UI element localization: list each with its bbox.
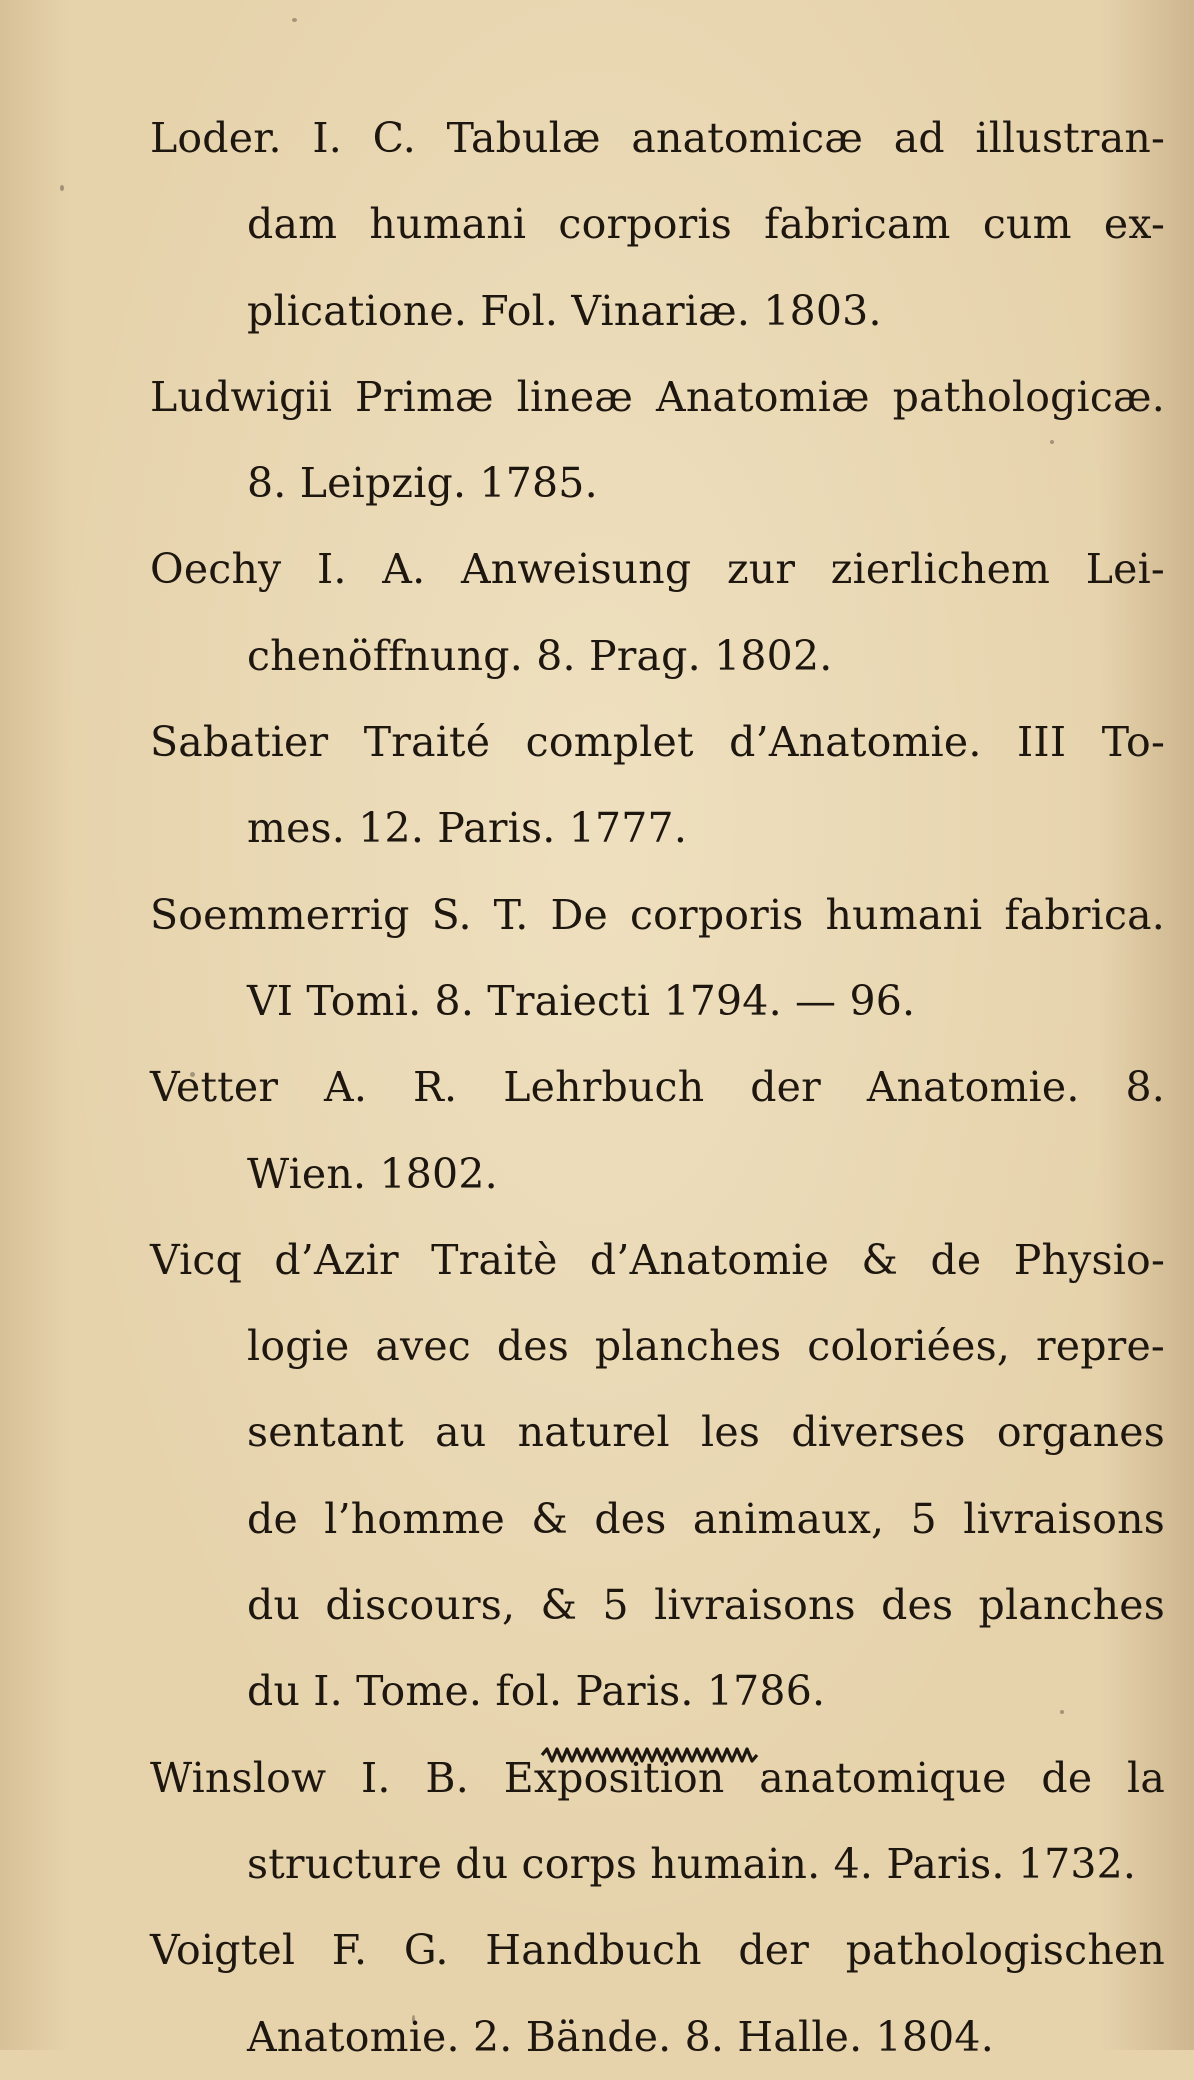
- bibliography-entry-oechy: [150, 526, 1165, 699]
- entry-line: structure du corps humain. 4. Paris. 1732.: [247, 1839, 1137, 1888]
- bibliography-entry-loder: [150, 95, 1165, 354]
- entry-line: plicatione. Fol. Vinariæ. 1803.: [247, 286, 882, 335]
- entry-line: dam humani corporis fabricam cum ex-: [247, 200, 1165, 249]
- bibliography-entry-voigtel: [150, 1907, 1165, 2080]
- entry-line: 8. Leipzig. 1785.: [247, 459, 598, 508]
- entry-line: Wien. 1802.: [247, 1149, 498, 1198]
- entry-line: Loder. I. C. Tabulæ anatomicæ ad illustran-: [150, 114, 1165, 162]
- entry-line: Vetter A. R. Lehrbuch der Anatomie. 8.: [150, 1063, 1165, 1112]
- bibliography-entry-vicq-dazir: [150, 1217, 1165, 1735]
- entry-line: Winslow I. B. Exposition anatomique de la: [150, 1753, 1165, 1802]
- entry-line: Ludwigii Primæ lineæ Anatomiæ pathologicæ.: [150, 372, 1165, 421]
- entry-line: Oechy I. A. Anweisung zur zierlichem Lei-: [150, 545, 1165, 594]
- entry-line: du I. Tome. fol. Paris. 1786.: [247, 1667, 826, 1716]
- entry-line: mes. 12. Paris. 1777.: [247, 804, 688, 853]
- entry-line: Soemmerrig S. T. De corporis humani fabrica.: [150, 890, 1165, 939]
- paper-speck: [412, 2015, 415, 2023]
- bibliography-entry-sabatier: [150, 699, 1165, 872]
- paper-speck: [292, 18, 297, 22]
- entry-line: Voigtel F. G. Handbuch der pathologischen: [150, 1926, 1165, 1975]
- paper-speck: [190, 1072, 195, 1077]
- bibliography-entry-ludwigii: [150, 354, 1165, 527]
- entry-line: Vicq d’Azir Traitè d’Anatomie & de Physio-: [150, 1235, 1165, 1284]
- paper-speck: [1060, 1710, 1064, 1714]
- bibliography-list: [150, 95, 1165, 2080]
- bibliography-entry-vetter: [150, 1044, 1165, 1217]
- bibliography-entry-soemmerrig: [150, 872, 1165, 1045]
- entry-line: VI Tomi. 8. Traiecti 1794. — 96.: [247, 976, 916, 1025]
- entry-line: Anatomie. 2. Bände. 8. Halle. 1804.: [247, 2012, 994, 2061]
- entry-line: de l’homme & des animaux, 5 livraisons: [247, 1494, 1165, 1543]
- entry-line: du discours, & 5 livraisons des planches: [247, 1581, 1165, 1630]
- entry-line: sentant au naturel les diverses organes: [247, 1408, 1165, 1457]
- entry-line: Sabatier Traité complet d’Anatomie. III To-: [150, 718, 1165, 767]
- entry-line: chenöffnung. 8. Prag. 1802.: [247, 631, 833, 680]
- paper-speck: [1050, 440, 1054, 444]
- ornamental-rule-icon: [540, 1740, 765, 1770]
- paper-speck: [60, 185, 64, 191]
- entry-line: logie avec des planches coloriées, repre-: [247, 1322, 1165, 1371]
